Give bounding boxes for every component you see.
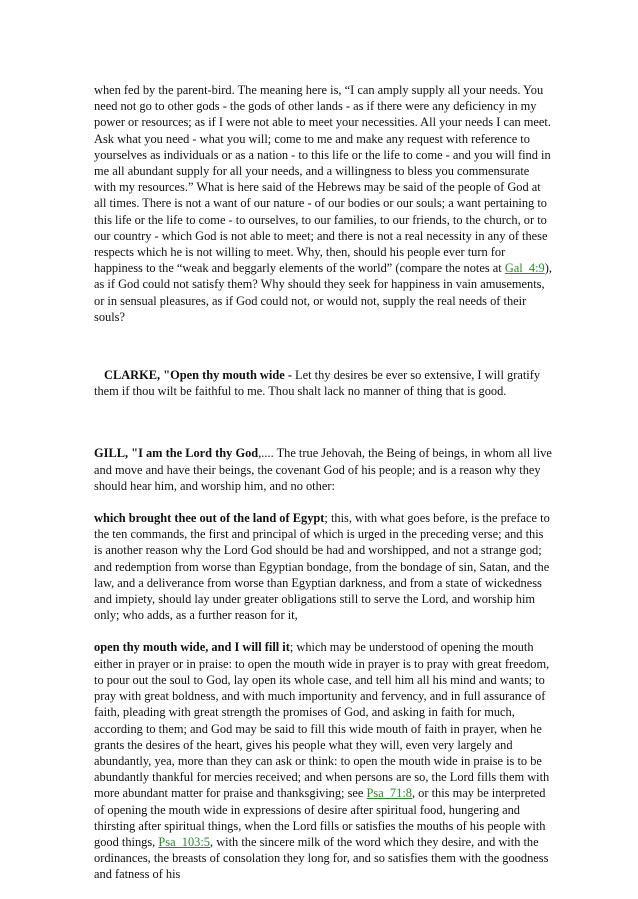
paragraph-text: , with the sincere milk of the word which they desire, and with the ordinances, the breasts of consolation they long for, and so satisfies them with the goodness and fatness of his (94, 834, 549, 882)
barnes-commentary-paragraph (94, 82, 552, 325)
paragraph-text: ; which may be understood of opening the mouth either in prayer or in praise: to open the mouth wide in prayer is to pray with great freedom, to pour out the soul to God, lay open its whole case, and tell him all his mind and wants; to pray with great boldness, and with much importunity and fervency, and in full assurance of faith, pleading with great strength the promises of God, and asking in faith for much, according to them; and God may be said to fill this wide mouth of faith in prayer, when he grants the desires of the heart, gives his people what they will, even very largely and abundantly, yea, more than they can ask or think: to open the mouth wide in praise is to be abundantly thankful for mercies received; and when persons are so, the Lord fills them with more abundant matter for praise and thanksgiving; see (94, 640, 550, 801)
gill-egypt-paragraph (94, 510, 552, 623)
gill-commentary-paragraph (94, 445, 552, 494)
gal-4-9-link[interactable]: Gal_4:9 (504, 261, 545, 276)
paragraph-text: , or this may be interpreted of opening the mouth wide in expressions of desire after spiritual food, hungering and thirsting after spiritual things, when the Lord fills or satisfies the mouths of his people with good things, (94, 786, 546, 849)
document-page (94, 82, 552, 899)
paragraph-text: ), as if God could not satisfy them? Why should they seek for happiness in vain amusements, or in sensual pleasures, as if God could not, or would not, supply the real needs of their souls? (94, 261, 552, 324)
gill-open-mouth-paragraph (94, 639, 552, 882)
verse-phrase-heading: which brought thee out of the land of Egypt (94, 511, 325, 526)
clarke-heading: CLARKE, "Open thy mouth wide - (104, 368, 296, 383)
paragraph-text: Let thy desires be ever so extensive, I will gratify them if thou wilt be faithful to me. Thou shalt lack no manner of thing that is good. (94, 368, 541, 399)
verse-phrase-heading: open thy mouth wide, and I will fill it (94, 640, 290, 655)
gill-heading: GILL, "I am the Lord thy God (94, 446, 259, 461)
paragraph-text: ,.... The true Jehovah, the Being of beings, in whom all live and move and have their beings, the covenant God of his people; and is a reason why they should hear him, and worship him, and no other: (94, 446, 552, 493)
psa-103-5-link[interactable]: Psa_103:5 (158, 834, 211, 849)
psa-71-8-link[interactable]: Psa_71:8 (366, 786, 412, 801)
paragraph-text: when fed by the parent-bird. The meaning here is, “I can amply supply all your needs. You need not go to other gods - the gods of other lands - as if there were any deficiency in my power or resources; as if I were not able to meet your necessities. All your needs I can meet. Ask what you need - what you will; come to me and make any request with reference to yourselves as individuals or as a nation - to this life or the life to come - and you will find in me all abundant supply for all your needs, and a willingness to bless you commensurate with my resources.” What is here said of the Hebrews may be said of the people of God at all times. There is not a want of our nature - of our bodies or our souls; a want pertaining to this life or the life to come - to ourselves, to our families, to our friends, to the church, or to our country - which God is not able to meet; and there is not a real necessity in any of these respects which he is not willing to meet. Why, then, should his people ever turn for happiness to the “weak and beggarly elements of the world” (compare the notes at (94, 83, 551, 276)
paragraph-text: ; this, with what goes before, is the preface to the ten commands, the first and principal of which is urged in the preceding verse; and this is another reason why the Lord God should be had and worshipped, and not a strange god; and redemption from worse than Egyptian bondage, from the bondage of sin, Satan, and the law, and a deliverance from worse than Egyptian darkness, and from a state of wickedness and impiety, should lay under greater obligations still to serve the Lord, and worship him only; who adds, as a further reason for it, (94, 511, 550, 623)
clarke-commentary-paragraph (94, 367, 552, 399)
